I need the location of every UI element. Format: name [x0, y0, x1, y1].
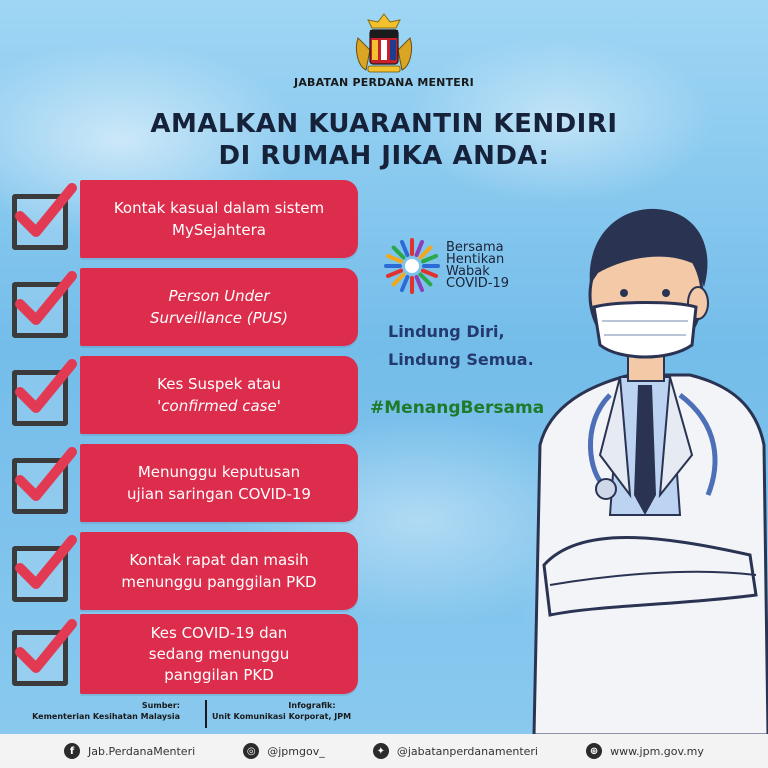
checkmark-icon — [14, 618, 78, 678]
malaysia-crest-icon — [344, 10, 424, 80]
page-title — [60, 108, 708, 172]
headline-line-1: AMALKAN KUARANTIN KENDIRI — [150, 109, 618, 139]
social-footer — [0, 734, 768, 768]
checklist-label: Person Under Surveillance (PUS) — [80, 268, 358, 346]
checkmark-icon — [14, 358, 78, 418]
campaign-logo-text: Bersama Hentikan Wabak COVID-19 — [446, 240, 510, 291]
checklist-label: Kes COVID-19 dan sedang menunggu panggilan PKD — [80, 614, 358, 694]
infographic-credit: Infografik: Unit Komunikasi Korporat, JPM — [212, 701, 352, 721]
checkmark-icon — [14, 270, 78, 330]
agency-name: JABATAN PERDANA MENTERI — [294, 76, 474, 89]
checklist-item — [0, 532, 370, 610]
facebook-link[interactable]: f Jab.PerdanaMenteri — [64, 743, 195, 759]
doctor-illustration — [520, 195, 768, 735]
checklist-item — [0, 268, 370, 346]
website-link[interactable]: ⊕ www.jpm.gov.my — [586, 743, 704, 759]
credits — [0, 700, 420, 730]
checklist-label: Kontak rapat dan masih menunggu panggilan PKD — [80, 532, 358, 610]
globe-icon: ⊕ — [586, 743, 602, 759]
checklist-label: Kes Suspek atau 'confirmed case' — [80, 356, 358, 434]
checkmark-icon — [14, 182, 78, 242]
checklist-item — [0, 444, 370, 522]
twitter-link[interactable]: ✦ @jabatanperdanamenteri — [373, 743, 538, 759]
checklist-label: Kontak kasual dalam sistem MySejahtera — [80, 180, 358, 258]
checkmark-icon — [14, 446, 78, 506]
facebook-icon: f — [64, 743, 80, 759]
checklist-item — [0, 180, 370, 258]
checklist-label: Menunggu keputusan ujian saringan COVID-19 — [80, 444, 358, 522]
campaign-tagline: Lindung Diri, Lindung Semua. — [388, 322, 534, 369]
campaign-hashtag: #MenangBersama — [370, 398, 545, 418]
instagram-link[interactable]: ◎ @jpmgov_ — [243, 743, 324, 759]
checkmark-icon — [14, 534, 78, 594]
credit-divider — [205, 700, 207, 728]
instagram-icon: ◎ — [243, 743, 259, 759]
source-credit: Sumber: Kementerian Kesihatan Malaysia — [32, 701, 180, 721]
headline-line-2: DI RUMAH JIKA ANDA: — [218, 141, 550, 171]
covid-campaign-logo-icon — [382, 236, 442, 296]
checklist-item — [0, 614, 370, 698]
twitter-icon: ✦ — [373, 743, 389, 759]
checklist-item — [0, 356, 370, 434]
